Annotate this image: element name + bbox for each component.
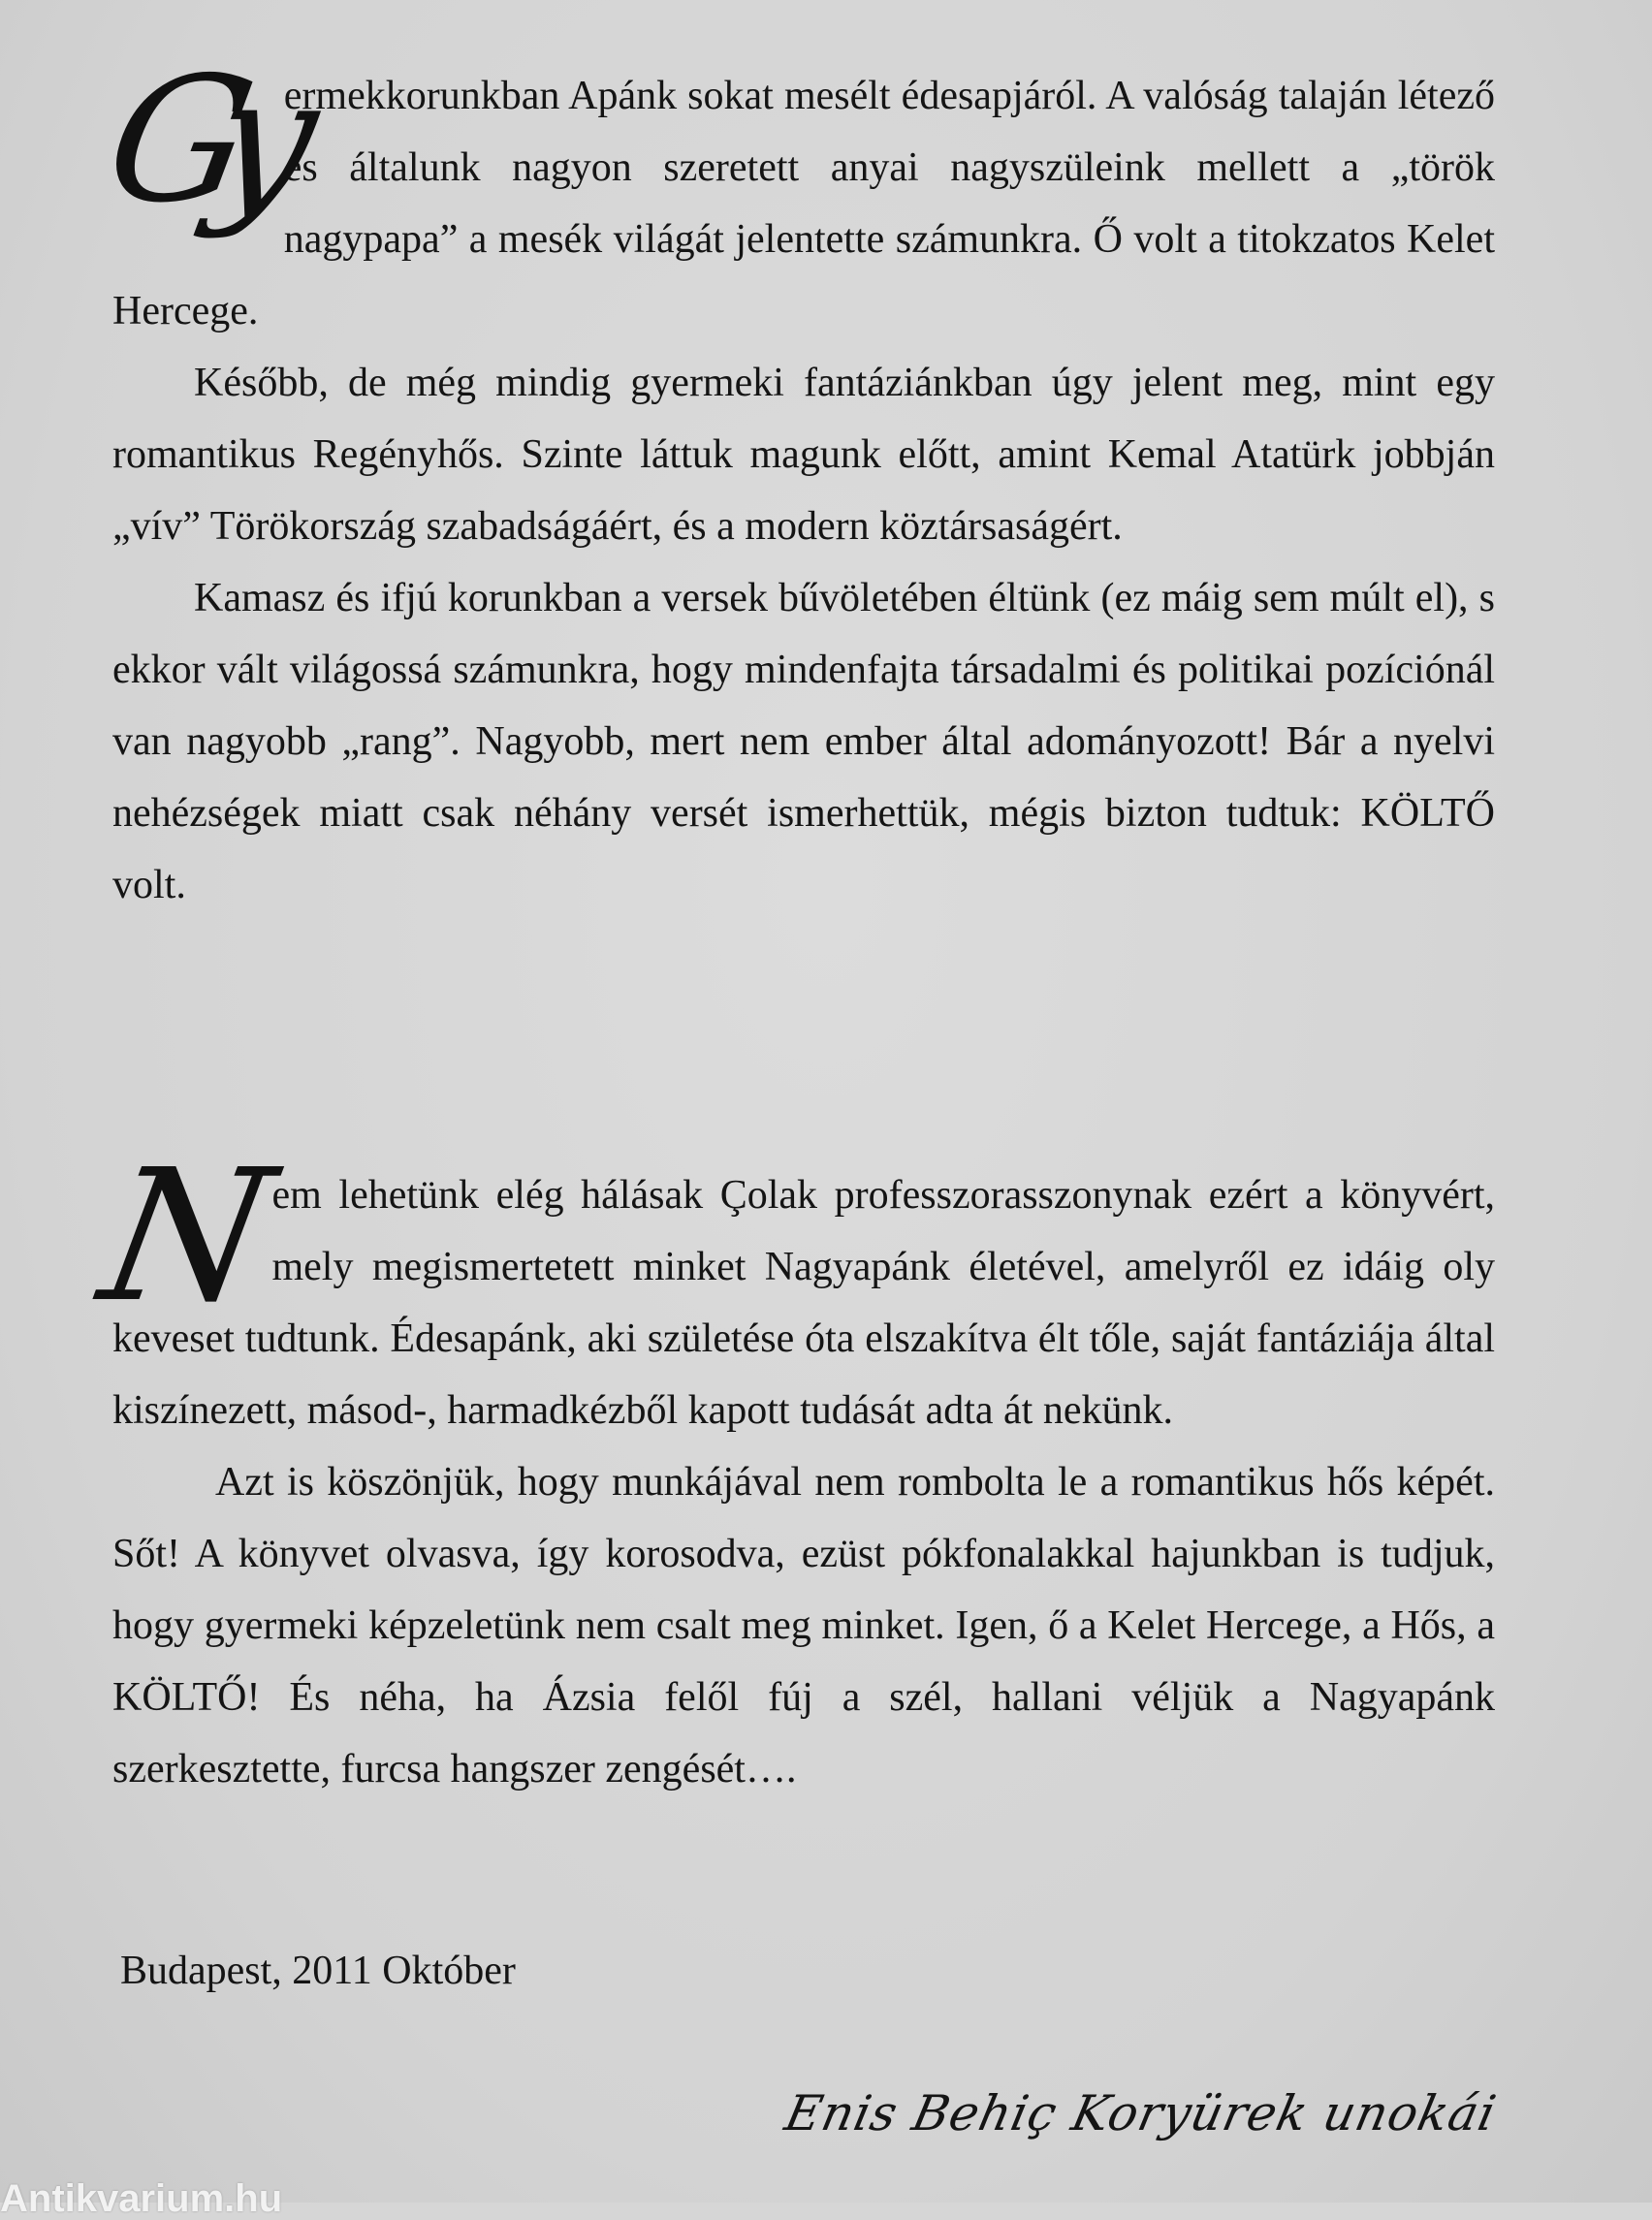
dropcap-gy: Gy: [93, 40, 300, 240]
paragraph-1: [93, 12, 1495, 347]
paragraph-1-text: ermekkorunkban Apánk sokat mesélt édesapjáról. A valóság talaján létező és általunk nagyon szeretett anyai nagyszüleink mellett a „török nagypapa” a mesék világát jelentette számunkra. Ő volt a titokzatos Kelet Hercege.: [112, 74, 1495, 333]
watermark: Antikvarium.hu: [0, 2177, 283, 2220]
paragraph-3: Kamasz és ifjú korunkban a versek bűvöletében éltünk (ez máig sem múlt el), s ekkor vált világossá számunkra, hogy mindenfajta társadalmi és politikai pozíciónál van nagyobb „rang”. Nagyobb, mert nem ember által adományozott! Bár a nyelvi nehézségek miatt csak néhány versét ismerhettük, mégis bizton tudtuk: KÖLTŐ volt.: [112, 576, 1495, 907]
paragraph-4: [88, 1086, 1495, 1446]
paragraph-5: Azt is köszönjük, hogy munkájával nem rombolta le a romantikus hős képét. Sőt! A könyvet olvasva, így korosodva, ezüst pókfonalakkal hajunkban is tudjuk, hogy gyermeki képzeletünk nem csalt meg minket. Igen, ő a Kelet Hercege, a Hős, a KÖLTŐ! És néha, ha Ázsia felől fúj a szél, hallani véljük a Nagyapánk szerkesztette, furcsa hangszer zengését….: [112, 1460, 1495, 1792]
place-date: Budapest, 2011 Október: [120, 1949, 516, 1993]
section-second: [88, 1086, 1495, 1805]
dropcap-n: N: [88, 1130, 286, 1343]
paragraph-2: Később, de még mindig gyermeki fantáziánkban úgy jelent meg, mint egy romantikus Regényhős. Szinte láttuk magunk előtt, amint Kemal Atatürk jobbján „vív” Törökország szabadságáért, és a modern köztársaságért.: [112, 361, 1495, 549]
paragraph-4-text: em lehetünk elég hálásak Çolak professzorasszonynak ezért a könyvért, mely megismertetett minket Nagyapánk életével, amelyről ez idáig oly keveset tudtunk. Édesapánk, aki születése óta elszakítva élt tőle, saját fantáziája által kiszínezett, másod-, harmadkézből kapott tudását adta át nekünk.: [112, 1173, 1495, 1433]
section-first: [93, 12, 1495, 921]
signature: Enis Behiç Koryürek unokái: [779, 2085, 1502, 2141]
